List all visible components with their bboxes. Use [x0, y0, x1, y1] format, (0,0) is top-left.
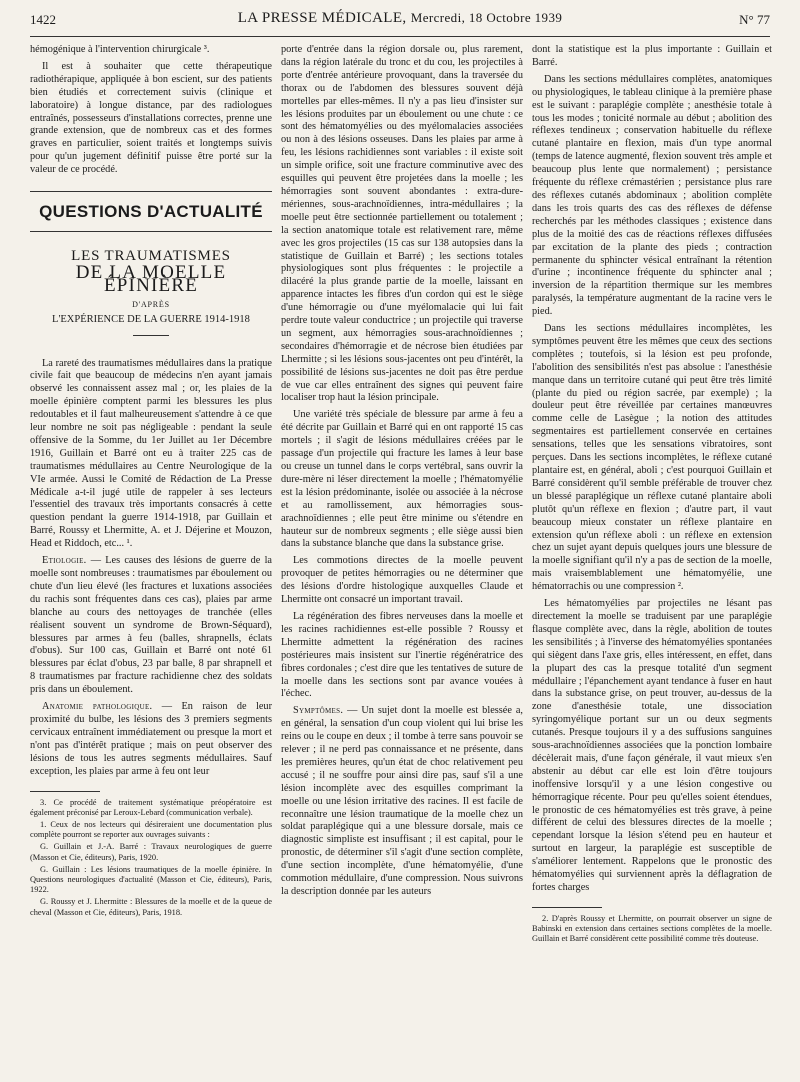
paragraph: Une variété très spéciale de blessure par arme à feu a été décrite par Guillain et Barré qui en ont rapporté 15 cas mortels ; il s'agit de lésions médullaires créées par le passage d'un projectile qui fracture les lames à leur base ou creuse un tunnel dans le corps vertébral, sans ouvrir la dure-mère ni léser directement la moelle ; l'hématomyélie est la lésion prédominante, isolée ou associée à la nécrose et au ramollissement, aux hémorragies sous-arachnoïdiennes ; elle peut être minime ou s'étendre en hauteur sur de nombreux segments ; elle siège aussi bien dans la substance blanche que dans la substance grise. — [281, 409, 523, 550]
footnote: 1. Ceux de nos lecteurs qui désireraient une documentation plus complète pourront se reporter aux ouvrages suivants : — [30, 819, 272, 840]
paragraph — [281, 705, 523, 899]
section-rule — [30, 191, 272, 192]
footnotes — [532, 914, 772, 945]
article-title-line-2: DE LA MOELLE ÉPINIÈRE — [75, 261, 227, 296]
paragraph: La rareté des traumatismes médullaires dans la pratique civile fait que beaucoup de médecins n'en ayant jamais observé les connaissent assez mal ; or, les plaies de la moelle épinière comptent parmi les blessures les plus redoutables et il faut malheureusement s'attendre à ce que leur nombre ne soit pas négligeable : pendant la seule offensive de la Somme, du 1er Juillet au 1er Décembre 1916, Guillain et Barré ont eu à traiter 225 cas de traumatismes médullaires au Centre Neurologique de la VIe armée. Aussi le Comité de Rédaction de La Presse Médicale a-t-il jugé utile de rappeler à ses lecteurs l'essentiel des travaux très importants consacrés à cette question pendant la guerre 1914-1918, par Guillain et Barré, Roussy et Lhermitte, A. et J. Déjerine et Mouzon, Head et Riddoch, etc... ¹. — [30, 357, 272, 550]
article-subtitle: L'EXPÉRIENCE DE LA GUERRE 1914-1918 — [52, 313, 250, 325]
title-separator — [133, 335, 169, 336]
paragraph-lead: Symptômes. — [293, 705, 344, 717]
issue-number: N° 77 — [739, 12, 770, 27]
paragraph: Dans les sections médullaires incomplètes, les symptômes peuvent être les mêmes que ceux des sections complètes ; toutefois, si la lésion est peu profonde, l'abolition des sensibilités n'est pas absolue : l'anesthésie manque dans un territoire cutané qui peut être très limité (plante du pied ou région sacrée, par exemple) ; la douleur peut être réveillée par certaines manœuvres comme celle de Lasègue ; la notion des attitudes segmentaires est partiellement conservée en certaines sensations, telles que les sensations vibratoires, sont perçues. Dans les sections incomplètes, le réflexe cutané plantaire est, en général, aboli ; c'est pourquoi Guillain et Barré considèrent qu'il semble préférable de trouver chez un blessé paraplégique un réflexe cutané plantaire aboli plutôt qu'un réflexe en flexion ; d'autre part, il vaut beaucoup mieux constater un réflexe plantaire en extension qu'un réflexe aboli : un réflexe en extension chez un sujet ayant depuis quelques jours une blessure de la moelle signifiant qu'il n'y a pas de section de la moelle, mais vraisemblablement une hématomyélie, une hématorrachis ou une compression ². — [532, 323, 772, 593]
footnote: G. Roussy et J. Lhermitte : Blessures de la moelle et de la queue de cheval (Masson et Cie, éditeurs), Paris, 1918. — [30, 897, 272, 917]
footnote: G. Guillain et J.-A. Barré : Travaux neurologiques de guerre (Masson et Cie, éditeurs), Paris, 1920. — [30, 842, 272, 862]
paragraph: La régénération des fibres nerveuses dans la moelle et les racines rachidiennes est-elle possible ? Roussy et Lhermitte admettent la régénération des racines postérieures mais insistent sur l'inertie régénératrice des fibres cordonales ; c'est dire que les tentatives de suture de la moelle dans les sections sont par avance vouées à l'échec. — [281, 610, 523, 700]
header-rule — [30, 36, 770, 37]
journal-name: LA PRESSE MÉDICALE, — [237, 10, 407, 26]
section-heading: QUESTIONS D'ACTUALITÉ — [39, 202, 263, 222]
footnote-rule — [30, 791, 100, 792]
paragraph: Dans les sections médullaires complètes, anatomiques ou physiologiques, le tableau clinique à la première phase est le suivant : paraplégie complète ; anesthésie totale à tous les modes ; tonicité normale au début ; abolition des réflexes tendineux ; conservation habituelle du réflexe cutané plantaire en flexion, mais d'un type anormal (temps de latence augmenté, flexion souvent très ample et beaucoup plus lente que normalement) ; persistance fréquente du réflexe crémastérien ; persistance plus rare des réflexes cutanés abdominaux ; abolition complète dans les trois quarts des cas des réflexes de défense recherchés par les méthodes classiques ; existence dans plus de la moitié des cas de réactions réflexes diffusées par excitation de la plante des pieds ; contraction permanente du sphincter vésical entraînant la rétention d'urine ; incontinence fréquente du sphincter anal ; inversion de la répartition thermique sur les membres paralysés, la température augmentant de la racine vers le pied. — [532, 73, 772, 318]
paragraph: dont la statistique est la plus importante : Guillain et Barré. — [532, 44, 772, 68]
paragraph-body: — Les causes des lésions de guerre de la moelle sont nombreuses : traumatismes par éboulement ou chute d'un lieu élevé (les fractures et luxations associées du rachis sont fréquentes dans ces cas), plaies par arme blanche au cours des nettoyages de tranchée (elles réalisent souvent un syndrome de Brown-Séquard), blessures par armes à feu (balles, shrapnells, éclats d'obus). Sur 100 cas, Guillain et Barré ont noté 61 blessures par éclat d'obus, 23 par balle, 8 par shrapnell et 8 traumatismes par fracture rachidienne chez des soldats pris dans un éboulement. — [30, 555, 272, 696]
paragraph-body: — Un sujet dont la moelle est blessée a, en général, la sensation d'un coup violent qui lui brise les reins ou le coupe en deux ; il tombe à terre sans pouvoir se relever ; il ne perd pas connaissance et ne présente, dans les premières heures, qu'un état de choc relativement peu accusé ; il ne souffre pour ainsi dire pas, sauf s'il a une lésion incomplète avec des esquilles comprimant la moelle ou une lésion irritative des racines. Il est facile de reconnaître une lésion traumatique de la moelle chez un soldat paraplégique qui a une blessure dorsale, mais ce diagnostic simpliste est insuffisant ; il est capital, pour le pronostic, de déterminer s'il s'agit d'une section complète, d'une section incomplète, d'une hématomyélie, d'une commotion médullaire, d'une compression. Nous suivrons la description donnée par les auteurs — [281, 705, 523, 897]
running-header — [30, 10, 770, 32]
footnote: 3. Ce procédé de traitement systématique préopératoire est également préconisé par Leroux-Lebard (communication verbale). — [30, 797, 272, 817]
issue-date: Mercredi, 18 Octobre 1939 — [410, 10, 563, 25]
footnote: G. Guillain : Les lésions traumatiques de la moelle épinière. In Questions neurologiques d'actualité (Masson et Cie, éditeurs), Paris, 1922. — [30, 864, 272, 895]
paragraph-lead: Etiologie. — [42, 555, 87, 567]
footnote-rule — [532, 907, 602, 908]
column-3 — [532, 44, 772, 947]
page-number: 1422 — [30, 12, 56, 27]
column-1 — [30, 44, 272, 920]
paragraph-lead: Anatomie pathologique. — [42, 701, 153, 713]
footnotes — [30, 798, 272, 918]
journal-title-line — [30, 10, 770, 27]
article-subtitle-prefix: D'APRÈS — [132, 299, 170, 309]
paragraph: hémogénique à l'intervention chirurgicale ³. — [30, 44, 210, 55]
column-2 — [281, 44, 523, 903]
article-title-line-1: LES TRAUMATISMES — [71, 247, 231, 264]
section-rule — [30, 231, 272, 232]
paragraph: Il est à souhaiter que cette thérapeutique radiothérapique, appliquée à bon escient, sur des patients bien étudiés et correctement suivis (clinique et laboratoire) à longue distance, par des radiologues entraînés, possesseurs d'installations correctes, prenne une grande extension, que de nombreux cas et des formes graves en particulier, soient traités et longtemps suivis pour qu'un jugement définitif puisse être porté sur la valeur de ce procédé. — [30, 60, 272, 176]
paragraph: Les commotions directes de la moelle peuvent provoquer de petites hémorragies ou ne déterminer que des lésions d'ordre histologique auxquelles Claude et Lhermitte ont consacré un important travail. — [281, 555, 523, 606]
paragraph: Les hématomyélies par projectiles ne lésant pas directement la moelle se traduisent par une paraplégie flasque complète avec, dans la règle, abolition de toutes les sensibilités ; à l'inverse des hématomyélies spontanées qui siègent dans l'axe gris, elles intéressent, en effet, dans la plupart des cas la presque totalité d'un segment médullaire ; l'épanchement ayant tendance à fuser en haut dans la substance grise, on peut trouver, au-dessus de la zone d'anesthésie totale, une dissociation syringomyélique portant sur un ou deux segments cutanés. Presque toujours il y a des suffusions sanguines sous-arachnoïdiennes associées que la ponction lombaire décèlerait mais, d'une façon générale, il vaut mieux s'en abstenir au début car elle est loin d'être toujours inoffensive lorsqu'il y a une lésion congestive ou hémorragique récente. Pour peu qu'elles soient étendues, le pronostic de ces hématomyélies est très grave, à peine différent de celui des blessures directes de la moelle ; cependant lorsque la lésion s'étend peu en hauteur et surtout en largeur, la paraplégie est susceptible de s'améliorer lentement. Rappelons que le pronostic des hématomyélies qui surviennent après la déflagration de fortes charges — [532, 598, 772, 893]
paragraph-body: — En raison de leur proximité du bulbe, les lésions des 3 premiers segments cervicaux entraînent immédiatement ou presque la mort et n'ont pas d'intérêt pratique ; mais on peut observer des lésions de tous les autres segments médullaires. Sauf exception, les plaies par arme à feu ont leur — [30, 701, 273, 777]
footnote: 2. D'après Roussy et Lhermitte, on pourrait observer un signe de Babinski en extension dans certaines sections complètes de la moelle. Guillain et Barré considèrent cette possibilité comme très douteuse. — [532, 913, 772, 944]
paragraph: porte d'entrée dans la région dorsale ou, plus rarement, dans la région latérale du tronc et du cou, les projectiles à porte d'entrée antérieure provoquant, dans la traversée du thorax ou de l'abdomen des blessures souvent déjà mortelles par elles-mêmes. Il n'y a pas lieu d'insister sur les lésions produites par un éboulement ou une chute : ce sont des hématomyélies ou des myélomalacies associées ou non à des lésions osseuses. Dans les plaies par arme à feu, les lésions rachidiennes sont variables : il existe soit un simple orifice, soit une fracture comminutive avec des esquilles qui peuvent être projetées dans la moelle ; les hémorragies sont souvent abondantes : extra-dure-mériennes, sous-arachnoïdiennes, intra-médullaires ; la moelle peut être sectionnée partiellement ou totalement ; la section anatomique totale est relativement rare, même avec les gros projectiles (15 cas sur 138 autopsies dans la statistique de Guillain et Barré) ; les sections totales physiologiques sont plus fréquentes : le projectile a dilacéré la plus grande partie de la moelle, laissant en apparence intactes les fibres d'un cordon qui est le siège d'une hémorragie ou d'une myélomalacie qui lui fait perdre toute valeur conductrice ; un projectile qui traverse un segment, aux hémorragies sous-arachnoïdiennes ; secondaires d'hémorragie et de nécrose bien étudiées par Lhermitte ; si les lésions sous-jacentes ont peu d'intérêt, la possibilité de lésions sus-jacentes ne doit pas être perdue de vue car elles entraînent des signes qui peuvent faire localiser trop haut la lésion principale. — [281, 44, 523, 404]
paragraph — [30, 701, 272, 778]
paragraph — [30, 555, 272, 697]
